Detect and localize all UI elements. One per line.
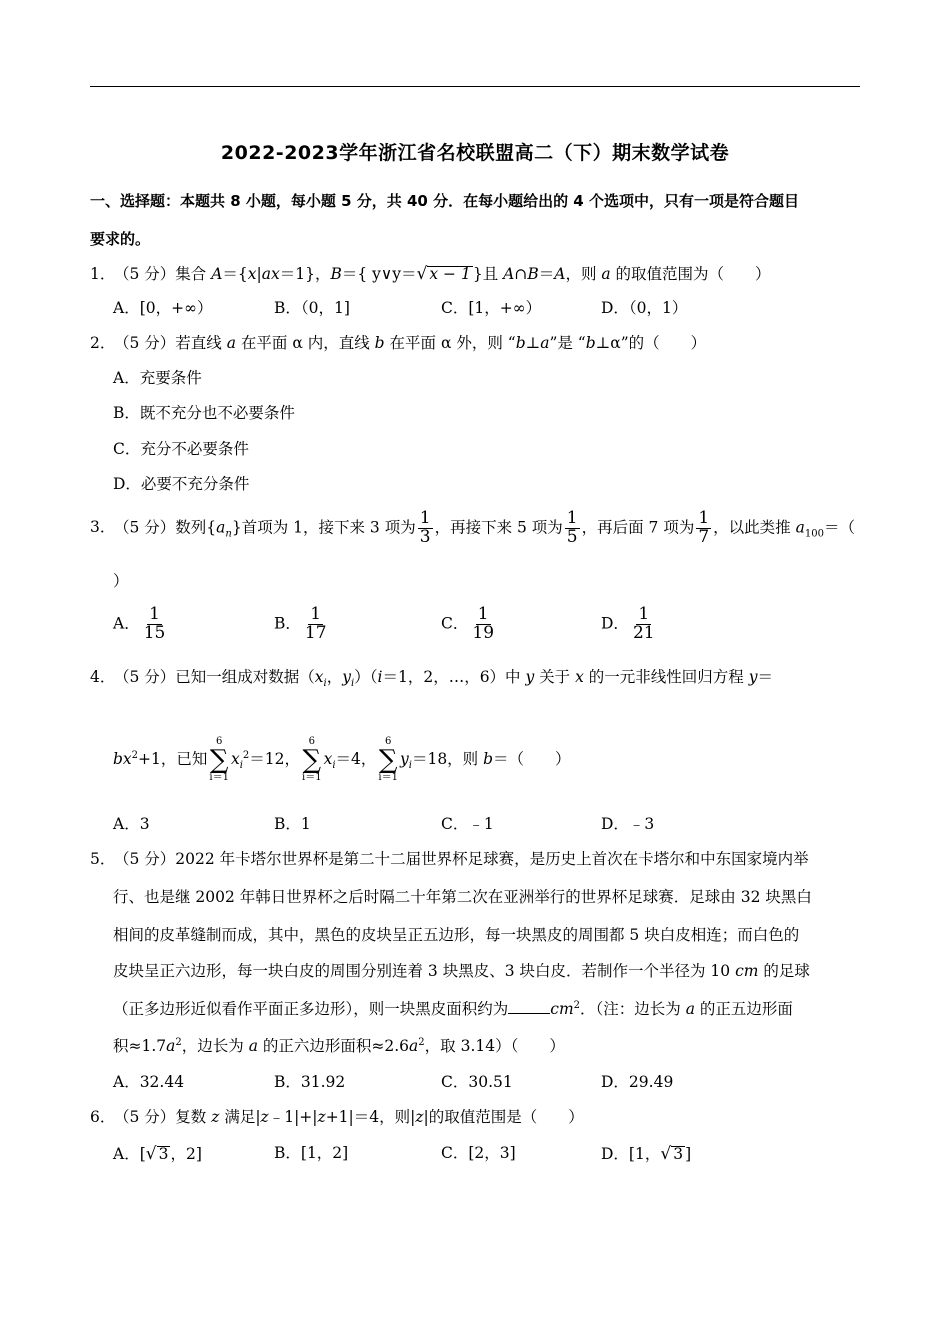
q2-option-d[interactable]: D．必要不充分条件: [113, 475, 250, 493]
page-title: 2022-2023学年浙江省名校联盟高二（下）期末数学试卷: [220, 142, 730, 164]
q1-option-d[interactable]: D．（0，1）: [601, 299, 688, 317]
question-number: 3．: [90, 518, 116, 537]
section-heading-line2: 要求的。: [90, 230, 151, 248]
q5-option-c[interactable]: C．30.51: [441, 1073, 513, 1091]
sqrt-icon: √: [660, 1144, 672, 1164]
question-number: 6．: [90, 1108, 116, 1126]
question-6: 6．（5 分）复数 z 满足|z﹣1|+|z+1|＝4，则|z|的取值范围是（ ）: [90, 1108, 584, 1126]
question-number: 2．: [90, 334, 116, 352]
question-5-line3: 相间的皮革缝制而成，其中，黑色的皮块呈正五边形，每一块黑皮的周围都 5 块白皮相连；而白色的: [113, 926, 800, 944]
q3-option-b[interactable]: B． $\frac{1}{17}$: [274, 604, 327, 643]
question-number: 5．: [90, 850, 116, 868]
question-4-equation: $bx^2+1$，已知 6 ∑ i＝1 $x_i^2=12$， 6 ∑ i＝1 $x_i=4$， 6 ∑ i＝1 $y_i=18$，则 b＝（ ）: [113, 736, 571, 783]
q3-option-a[interactable]: A． $\frac{1}{15}$: [113, 604, 166, 643]
q6-option-a[interactable]: A．[√ 3 ，2]: [113, 1144, 202, 1164]
question-2: 2．（5 分）若直线 a 在平面 α 内，直线 b 在平面 α 外，则 “b⊥a”是 “b⊥α”的（ ）: [90, 334, 707, 352]
top-rule: [90, 86, 860, 87]
q5-option-b[interactable]: B．31.92: [274, 1073, 346, 1091]
q4-option-d[interactable]: D．﹣3: [601, 815, 655, 833]
q6-option-d[interactable]: D．[1，√ 3 ]: [601, 1144, 692, 1164]
q1-option-a[interactable]: A．[0，+∞）: [113, 299, 213, 317]
q2-option-b[interactable]: B．既不充分也不必要条件: [113, 404, 295, 422]
question-number: 4．: [90, 668, 116, 686]
q2-option-a[interactable]: A．充要条件: [113, 369, 202, 387]
q2-option-c[interactable]: C．充分不必要条件: [113, 440, 249, 458]
question-5-line5: （正多边形近似看作平面正多边形），则一块黑皮面积约为 $cm^2$．（注：边长为 a 的正五边形面: [113, 1000, 793, 1019]
question-4: 4．（5 分）已知一组成对数据（$x_i$，$y_i)(i=1$，2，…，6）中 y 关于 x 的一元非线性回归方程 y＝: [90, 668, 773, 690]
sum-icon: 6 ∑ i＝1: [378, 736, 398, 783]
question-5-line6: 积$\approx 1.7a^2$，边长为 a 的正六边形面积$\approx 2.6a^2$，取 3.14）（ ）: [113, 1037, 565, 1056]
q3-option-c[interactable]: C． $\frac{1}{19}$: [441, 604, 495, 643]
question-5-line2: 行、也是继 2002 年韩日世界杯之后时隔二十年第二次在亚洲举行的世界杯足球赛．足球由 32 块黑白: [113, 888, 812, 906]
q1-option-b[interactable]: B．（0，1]: [274, 299, 350, 317]
fraction: $\frac{1}{3}$: [419, 508, 431, 547]
question-1: 1．（5 分）集合 A＝{x|ax＝1}，B＝{ y∨y＝√ x − 1 }且 A∩B＝A，则 a 的取值范围为（ ）: [90, 264, 771, 284]
sum-icon: 6 ∑ i＝1: [302, 736, 322, 783]
q5-option-d[interactable]: D．29.49: [601, 1073, 674, 1091]
q3-option-d[interactable]: D． $\frac{1}{21}$: [601, 604, 655, 643]
q6-option-b[interactable]: B．[1，2]: [274, 1144, 349, 1162]
sum-icon: 6 ∑ i＝1: [209, 736, 229, 783]
question-3-continuation: ）: [113, 572, 129, 590]
q5-option-a[interactable]: A．32.44: [113, 1073, 185, 1091]
fraction: $\frac{1}{7}$: [698, 508, 710, 547]
question-number: 1．: [90, 265, 116, 283]
sqrt-icon: √: [145, 1144, 157, 1164]
answer-blank[interactable]: [508, 1013, 550, 1014]
q4-option-b[interactable]: B．1: [274, 815, 311, 833]
question-5: 5．（5 分）2022 年卡塔尔世界杯是第二十二届世界杯足球赛，是历史上首次在卡塔尔和中东国家境内举: [90, 850, 809, 868]
question-5-line4: 皮块呈正六边形，每一块白皮的周围分别连着 3 块黑皮、3 块白皮．若制作一个半径为 10 cm 的足球: [113, 962, 810, 980]
q4-option-c[interactable]: C．﹣1: [441, 815, 494, 833]
q4-option-a[interactable]: A．3: [113, 815, 150, 833]
q6-option-c[interactable]: C．[2，3]: [441, 1144, 516, 1162]
question-3: 3．（5 分）数列$\{a_n\}$首项为 1，接下来 3 项为 $\frac{1}{3}$ ，再接下来 5 项为 $\frac{1}{5}$ ，再后面 7 项为 $\frac{1}{7}$ ，以此类推 $a_{100}=$（: [90, 508, 855, 547]
fraction: $\frac{1}{5}$: [566, 508, 578, 547]
section-heading-line1: 一、选择题：本题共 8 小题，每小题 5 分，共 40 分．在每小题给出的 4 个选项中，只有一项是符合题目: [90, 192, 799, 210]
q1-option-c[interactable]: C．[1，+∞）: [441, 299, 542, 317]
sqrt-icon: √: [416, 264, 428, 284]
